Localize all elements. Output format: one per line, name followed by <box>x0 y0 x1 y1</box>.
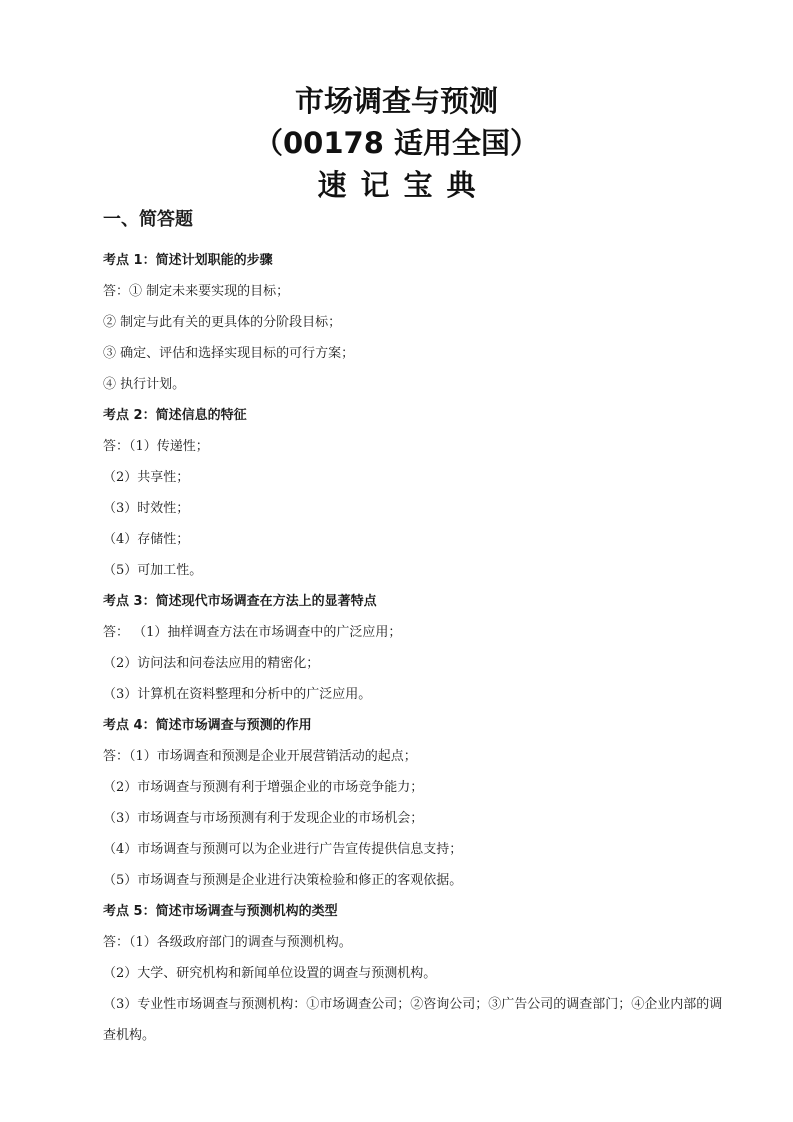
topic-title: 考点 2：简述信息的特征 <box>103 408 247 423</box>
topic-3 <box>103 586 733 710</box>
title-line-3: 速记宝典 <box>317 168 490 202</box>
answer-line: 答：（1）各级政府部门的调查与预测机构。 <box>103 935 352 950</box>
answer-line: ② 制定与此有关的更具体的分阶段目标； <box>103 315 342 330</box>
section-heading: 一、简答题 <box>103 209 193 230</box>
answer-line: （4）市场调查与预测可以为企业进行广告宣传提供信息支持； <box>103 842 463 857</box>
title-line-1: 市场调查与预测 <box>294 84 498 118</box>
answer-line: 答：（1）市场调查和预测是企业开展营销活动的起点； <box>103 749 417 764</box>
answer-line: （4）存储性； <box>103 532 190 547</box>
topic-5 <box>103 896 733 1051</box>
topic-1 <box>103 245 733 400</box>
topic-4 <box>103 710 733 896</box>
topic-title: 考点 4：简述市场调查与预测的作用 <box>103 718 312 733</box>
answer-line: （2）共享性； <box>103 470 190 485</box>
answer-line: ④ 执行计划。 <box>103 377 186 392</box>
title-line-2: （00178 适用全国） <box>254 126 539 160</box>
topic-list <box>103 245 733 1051</box>
topic-2 <box>103 400 733 586</box>
answer-line: 答： （1）抽样调查方法在市场调查中的广泛应用； <box>103 625 402 640</box>
topic-title: 考点 1：简述计划职能的步骤 <box>103 253 273 268</box>
answer-line: （3）时效性； <box>103 501 190 516</box>
answer-line: （2）市场调查与预测有利于增强企业的市场竞争能力； <box>103 780 424 795</box>
answer-line: 答：① 制定未来要实现的目标； <box>103 284 290 299</box>
answer-line: （3）计算机在资料整理和分析中的广泛应用。 <box>103 687 372 702</box>
document-title <box>0 80 793 206</box>
answer-line: （3）专业性市场调查与预测机构：①市场调查公司；②咨询公司；③广告公司的调查部门；④企业内部的调查机构。 <box>103 997 723 1043</box>
answer-line: （2）访问法和问卷法应用的精密化； <box>103 656 320 671</box>
answer-line: （5）可加工性。 <box>103 563 203 578</box>
answer-line: ③ 确定、评估和选择实现目标的可行方案； <box>103 346 355 361</box>
topic-title: 考点 3：简述现代市场调查在方法上的显著特点 <box>103 594 377 609</box>
answer-line: （5）市场调查与预测是企业进行决策检验和修正的客观依据。 <box>103 873 463 888</box>
answer-line: 答：（1）传递性； <box>103 439 209 454</box>
answer-line: （3）市场调查与市场预测有利于发现企业的市场机会； <box>103 811 424 826</box>
answer-line: （2）大学、研究机构和新闻单位设置的调查与预测机构。 <box>103 966 437 981</box>
topic-title: 考点 5：简述市场调查与预测机构的类型 <box>103 904 338 919</box>
